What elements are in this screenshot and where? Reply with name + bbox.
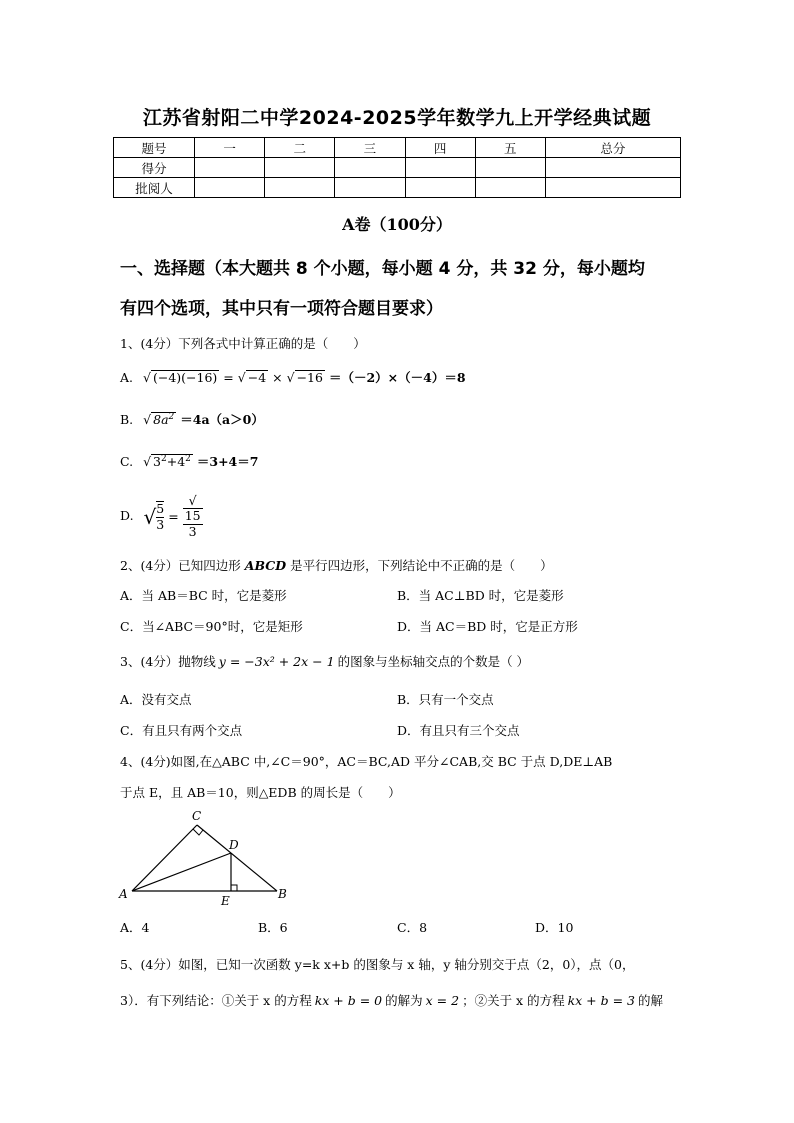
table-header-cell: 四 <box>405 138 475 158</box>
q4-option-a: A．4 <box>120 920 150 935</box>
label-a: A <box>119 887 128 901</box>
option-text: ＝（－2）×（－4）＝8 <box>328 370 466 385</box>
question-5-line1: 5、(4分）如图，已知一次函数 y=k x+b 的图象与 x 轴，y 轴分别交于点（2，0），点（0， <box>120 957 635 972</box>
fraction-denominator: 3 <box>188 523 197 539</box>
score-cell <box>545 178 680 198</box>
score-cell <box>475 178 545 198</box>
score-cell <box>265 158 335 178</box>
label-c: C <box>192 809 202 823</box>
side-cb <box>197 825 277 891</box>
score-table <box>113 137 681 198</box>
score-cell <box>545 158 680 178</box>
score-cell <box>335 158 405 178</box>
q1-option-c: C. √ $3^2+4^2 =3+4=7$ <box>120 453 259 469</box>
row-label: 得分 <box>114 158 195 178</box>
fraction-numerator: 5 <box>156 501 165 517</box>
stem-text: 的解为 <box>385 993 423 1008</box>
score-cell <box>195 178 265 198</box>
right-angle-mark-e <box>231 885 237 891</box>
stem-text: ；②关于 x 的方程 <box>462 993 565 1008</box>
label-b: B <box>278 887 287 901</box>
stem-math: y = −3x² + 2x − 1 <box>218 654 335 669</box>
stem-math: kx + b = 3 <box>567 993 635 1008</box>
q2-option-a: A．当 AB＝BC 时，它是菱形 <box>120 588 287 603</box>
option-text: ＝4a（a＞0） <box>180 412 264 427</box>
question-3-stem <box>120 652 529 670</box>
q3-option-d: D．有且只有三个交点 <box>397 723 520 738</box>
stem-text: 2、(4分）已知四边形 <box>120 558 241 573</box>
question-4-line2: 于点 E，且 AB＝10，则△EDB 的周长是（ ） <box>120 785 401 800</box>
score-cell <box>405 158 475 178</box>
q1-option-a: A. √ (−4)(−16) = √ −4 × √ −16 ＝（－2）×（－4）＝8 <box>120 370 466 385</box>
times-sign: × <box>272 370 283 385</box>
q2-option-d: D．当 AC＝BD 时，它是正方形 <box>397 619 578 634</box>
q4-option-d: D．10 <box>535 920 574 935</box>
table-header-cell: 题号 <box>114 138 195 158</box>
radicand: −4 <box>247 370 267 385</box>
option-label: C. <box>120 454 134 469</box>
equals-sign: = <box>223 370 234 385</box>
table-header-cell: 五 <box>475 138 545 158</box>
section-heading-line1: 一、选择题（本大题共 8 个小题，每小题 4 分，共 32 分，每小题均 <box>120 259 645 279</box>
fraction-denominator: 3 <box>156 516 165 532</box>
score-cell <box>335 178 405 198</box>
table-header-cell: 三 <box>335 138 405 158</box>
question-2-stem <box>120 556 553 574</box>
radicand: (−4)(−16) <box>152 370 218 385</box>
option-text: ＝3+4＝7 <box>196 454 259 469</box>
stem-text: 3、(4分）抛物线 <box>120 654 216 669</box>
right-angle-mark-c <box>193 829 203 835</box>
score-table-row <box>114 178 681 198</box>
label-e: E <box>221 894 230 908</box>
exponent: 2 <box>185 453 191 464</box>
row-label: 批阅人 <box>114 178 195 198</box>
plus-sign: + <box>166 454 178 469</box>
stem-text: 的解 <box>638 993 664 1008</box>
radicand <box>151 412 176 427</box>
score-table-header-row <box>114 138 681 158</box>
q2-option-c: C．当∠ABC＝90°时，它是矩形 <box>120 619 303 634</box>
stem-text: 3）．有下列结论：①关于 x 的方程 <box>120 993 312 1008</box>
score-cell <box>195 158 265 178</box>
stem-math: x = 2 <box>425 993 460 1008</box>
paper-section-title: A卷（100分） <box>342 215 452 234</box>
label-d: D <box>229 838 239 852</box>
question-4-line1: 4、(4分)如图,在△ABC 中,∠C＝90°，AC＝BC,AD 平分∠CAB,交 BC 于点 D,DE⊥AB <box>120 754 613 769</box>
segment-ad <box>132 853 231 891</box>
option-label: B. <box>120 412 134 427</box>
table-header-cell: 二 <box>265 138 335 158</box>
radicand-base: 8a <box>153 412 169 427</box>
score-cell <box>405 178 475 198</box>
question-5-line2 <box>120 991 663 1009</box>
q2-option-b: B．当 AC⊥BD 时，它是菱形 <box>397 588 564 603</box>
stem-text: 的图象与坐标轴交点的个数是（ ） <box>337 654 530 669</box>
table-header-cell: 总分 <box>545 138 680 158</box>
radicand-base: 3 <box>153 454 161 469</box>
question-1-stem: 1、(4分）下列各式中计算正确的是（ ） <box>120 336 366 351</box>
exam-title: 江苏省射阳二中学2024-2025学年数学九上开学经典试题 <box>142 107 652 129</box>
table-header-cell: 一 <box>195 138 265 158</box>
score-cell <box>265 178 335 198</box>
section-heading-line2: 有四个选项，其中只有一项符合题目要求） <box>120 299 443 319</box>
q4-option-c: C．8 <box>397 920 428 935</box>
stem-math: ABCD <box>244 558 287 573</box>
q3-option-c: C．有且只有两个交点 <box>120 723 243 738</box>
stem-text: 是平行四边形，下列结论中不正确的是（ ） <box>290 558 553 573</box>
score-cell <box>475 158 545 178</box>
fraction-numerator: 15 <box>184 508 201 524</box>
q1-option-b: B. √ $8a^2 =4a(a>0)$ <box>120 411 264 427</box>
q4-option-b: B．6 <box>258 920 288 935</box>
radicand-base: 4 <box>177 454 186 469</box>
stem-math: kx + b = 0 <box>314 993 383 1008</box>
q3-option-b: B．只有一个交点 <box>397 692 494 707</box>
option-label: A. <box>120 370 134 385</box>
radicand: −16 <box>296 370 323 385</box>
equals-sign: = <box>168 509 179 525</box>
option-label: D. <box>120 508 134 524</box>
side-ac <box>132 825 197 891</box>
q1-option-d: D. √ $\frac{5}{3}$ = √ 15 3 <box>120 493 201 539</box>
score-table-row <box>114 158 681 178</box>
triangle-figure <box>115 805 295 910</box>
exponent: 2 <box>168 411 175 422</box>
q3-option-a: A．没有交点 <box>120 692 192 707</box>
exponent: 2 <box>161 453 167 464</box>
radicand <box>151 454 193 469</box>
